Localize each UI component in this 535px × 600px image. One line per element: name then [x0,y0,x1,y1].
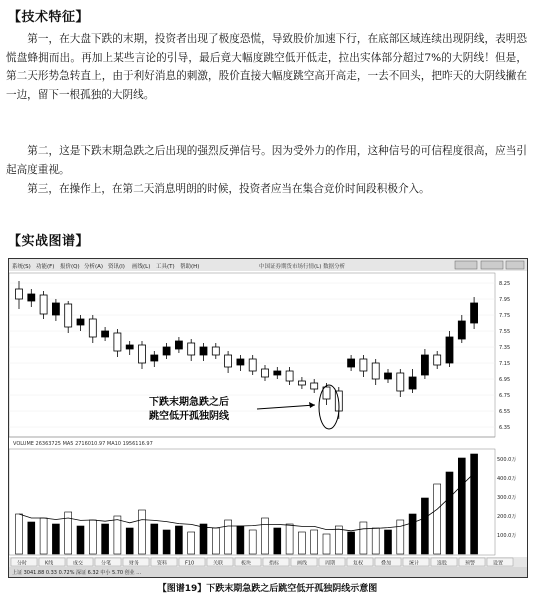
volume-header: VOLUME 26363725 MA5 2716010.97 MA10 1956116.97 [13,441,153,447]
paragraph-3: 第三，在操作上，在第二天消息明朗的时候，投资者应当在集合竞价时间段积极介入。 [27,183,430,195]
volume-tick-label: 100.0万 [497,533,517,539]
section-title-technical: 【技术特征】 [8,10,90,25]
window-title: 中国证券期货市场行情(L) 数据分析 [259,264,346,270]
tab-label[interactable]: 统计 [409,560,420,567]
tab-label[interactable]: 成交 [73,560,84,567]
tab-label[interactable]: 分时 [17,560,28,567]
volume-bar [225,520,232,554]
tab-label[interactable]: F10 [185,560,195,567]
volume-bar [323,534,330,554]
bullish-candle [434,355,441,365]
bearish-candle [28,294,35,301]
window-controls-icon [455,261,524,269]
volume-bar [286,524,293,554]
volume-bar [249,530,256,554]
tab-label[interactable]: 叠加 [381,560,392,567]
tab-label[interactable]: 关联 [213,560,224,567]
tab-label[interactable]: 分笔 [101,560,112,567]
volume-bar [175,526,182,554]
volume-bar [28,522,35,554]
tab-label[interactable]: 财务 [129,560,140,567]
bearish-candle [446,337,453,363]
price-tick-label: 8.25 [499,281,511,287]
bullish-candle [40,295,47,314]
bullish-candle [323,387,330,399]
volume-bar [102,524,109,554]
volume-bar [409,514,416,554]
menu-item[interactable]: 帮助(H) [180,264,200,270]
bearish-candle [52,303,59,315]
volume-bar [237,526,244,554]
volume-bar [126,528,133,554]
volume-bar [40,518,47,554]
bearish-candle [237,359,244,365]
bearish-candle [77,319,84,325]
section-title-practice: 【实战图谱】 [8,234,90,249]
volume-bar [348,532,355,554]
volume-bar [163,530,170,554]
tab-label[interactable]: 资料 [157,560,168,567]
price-tick-label: 7.55 [499,329,511,335]
volume-bar [397,520,404,554]
volume-tick-label: 300.0万 [497,495,517,501]
tab-label[interactable]: 画线 [297,560,308,567]
volume-bar [89,520,96,554]
volume-bar [385,530,392,554]
tab-label[interactable]: 指标 [269,560,280,567]
tab-label[interactable]: 预警 [465,560,476,567]
paragraph-2: 第二，这是下跌末期急跌之后出现的强烈反弹信号。因为受外力的作用，这种信号的可信程度很高，应当引起高度重视。 [6,145,527,176]
bearish-candle [175,341,182,349]
tab-label[interactable]: K线 [45,560,54,567]
bearish-candle [471,303,478,323]
price-tick-label: 6.55 [499,409,511,415]
volume-bar [212,528,219,554]
volume-bar [458,458,465,554]
price-tick-label: 6.75 [499,393,511,399]
bullish-candle [397,373,404,391]
bullish-candle [65,304,72,327]
volume-bar [151,524,158,554]
volume-axis [497,457,516,539]
bearish-candle [163,347,170,355]
bullish-candle [212,347,219,355]
volume-bar [335,526,342,554]
bullish-candle [298,381,305,385]
paragraph-1: 第一，在大盘下跌的末期，投资者出现了极度恐慌，导致股价加速下行，在底部区域连续出现阴线，表明恐慌盘蜂拥而出。再加上某些言论的引导，最后竟大幅度跳空低开低走，拉出实体部分超过7%的大阴线！但是，第二天形势急转直上，由于利好消息的刺激，股价直接大幅度跳空高开高走，一去不回头，把昨天的大阴线撇在一边，留下一根孤独的大阴线。 [6,33,527,101]
tab-label[interactable]: 板块 [241,560,252,567]
annotation-line-1: 下跌末期急跌之后 [149,397,229,408]
volume-bar [311,530,318,554]
bullish-candle [311,383,318,389]
bullish-candle [16,289,23,299]
volume-bar [200,524,207,554]
menu-item[interactable]: 功能(F) [36,264,55,270]
bullish-candle [262,369,269,377]
figure-caption: 【图谱19】下跌末期急跌之后跳空低开孤独阴线示意图 [157,584,378,594]
volume-bar [434,484,441,554]
volume-bar [139,510,146,554]
menu-item[interactable]: 资讯(I) [108,264,125,270]
bullish-candle [225,355,232,367]
menu-item[interactable]: 分析(A) [84,264,104,270]
status-text: 上证 3041.88 0.33 0.72% 深证 6.32 中小 5.70 创业 ... [12,570,142,576]
bullish-candle [139,345,146,363]
bullish-candle [249,359,256,371]
volume-bar [446,472,453,554]
volume-tick-label: 400.0万 [497,476,517,482]
volume-bar [274,528,281,554]
stock-chart-screenshot [8,258,528,578]
volume-tick-label: 500.0万 [497,457,517,463]
annotation-line-2: 跳空低开孤独阴线 [149,411,229,422]
price-tick-label: 7.75 [499,313,511,319]
volume-bar [52,524,59,554]
volume-bar [16,514,23,554]
price-tick-label: 7.95 [499,297,511,303]
bearish-candle [151,355,158,361]
bullish-candle [286,371,293,381]
bullish-candle [89,319,96,337]
menu-item[interactable]: 工具(T) [156,264,175,270]
menu-item[interactable]: 报价(Q) [60,264,80,270]
bullish-candle [360,359,367,371]
bearish-candle [200,347,207,355]
tab-label[interactable]: 周期 [325,560,336,567]
volume-bar [372,528,379,554]
bullish-candle [114,333,121,351]
bullish-candle [188,343,195,355]
volume-bar [421,498,428,554]
volume-bar [114,516,121,554]
menu-item[interactable]: 画线(L) [132,264,151,270]
bearish-candle [348,359,355,367]
bearish-candle [385,373,392,379]
volume-bar [188,532,195,554]
menu-item[interactable]: 系统(S) [12,264,31,270]
bearish-candle [421,355,428,375]
price-tick-label: 6.35 [499,425,511,431]
volume-bar [298,532,305,554]
price-tick-label: 6.95 [499,377,511,383]
bullish-candle [372,363,379,379]
price-tick-label: 7.35 [499,345,511,351]
volume-bar [360,522,367,554]
tab-label[interactable]: 复权 [353,560,364,567]
bearish-candle [409,377,416,389]
bearish-candle [274,371,281,375]
volume-bar [471,454,478,554]
volume-bar [77,526,84,554]
volume-tick-label: 200.0万 [497,514,517,520]
bearish-candle [126,345,133,349]
volume-bar [262,518,269,554]
tab-label[interactable]: 设置 [493,560,504,567]
bearish-candle [102,331,109,337]
bearish-candle [458,321,465,339]
price-tick-label: 7.15 [499,361,511,367]
tab-label[interactable]: 选股 [437,560,448,567]
